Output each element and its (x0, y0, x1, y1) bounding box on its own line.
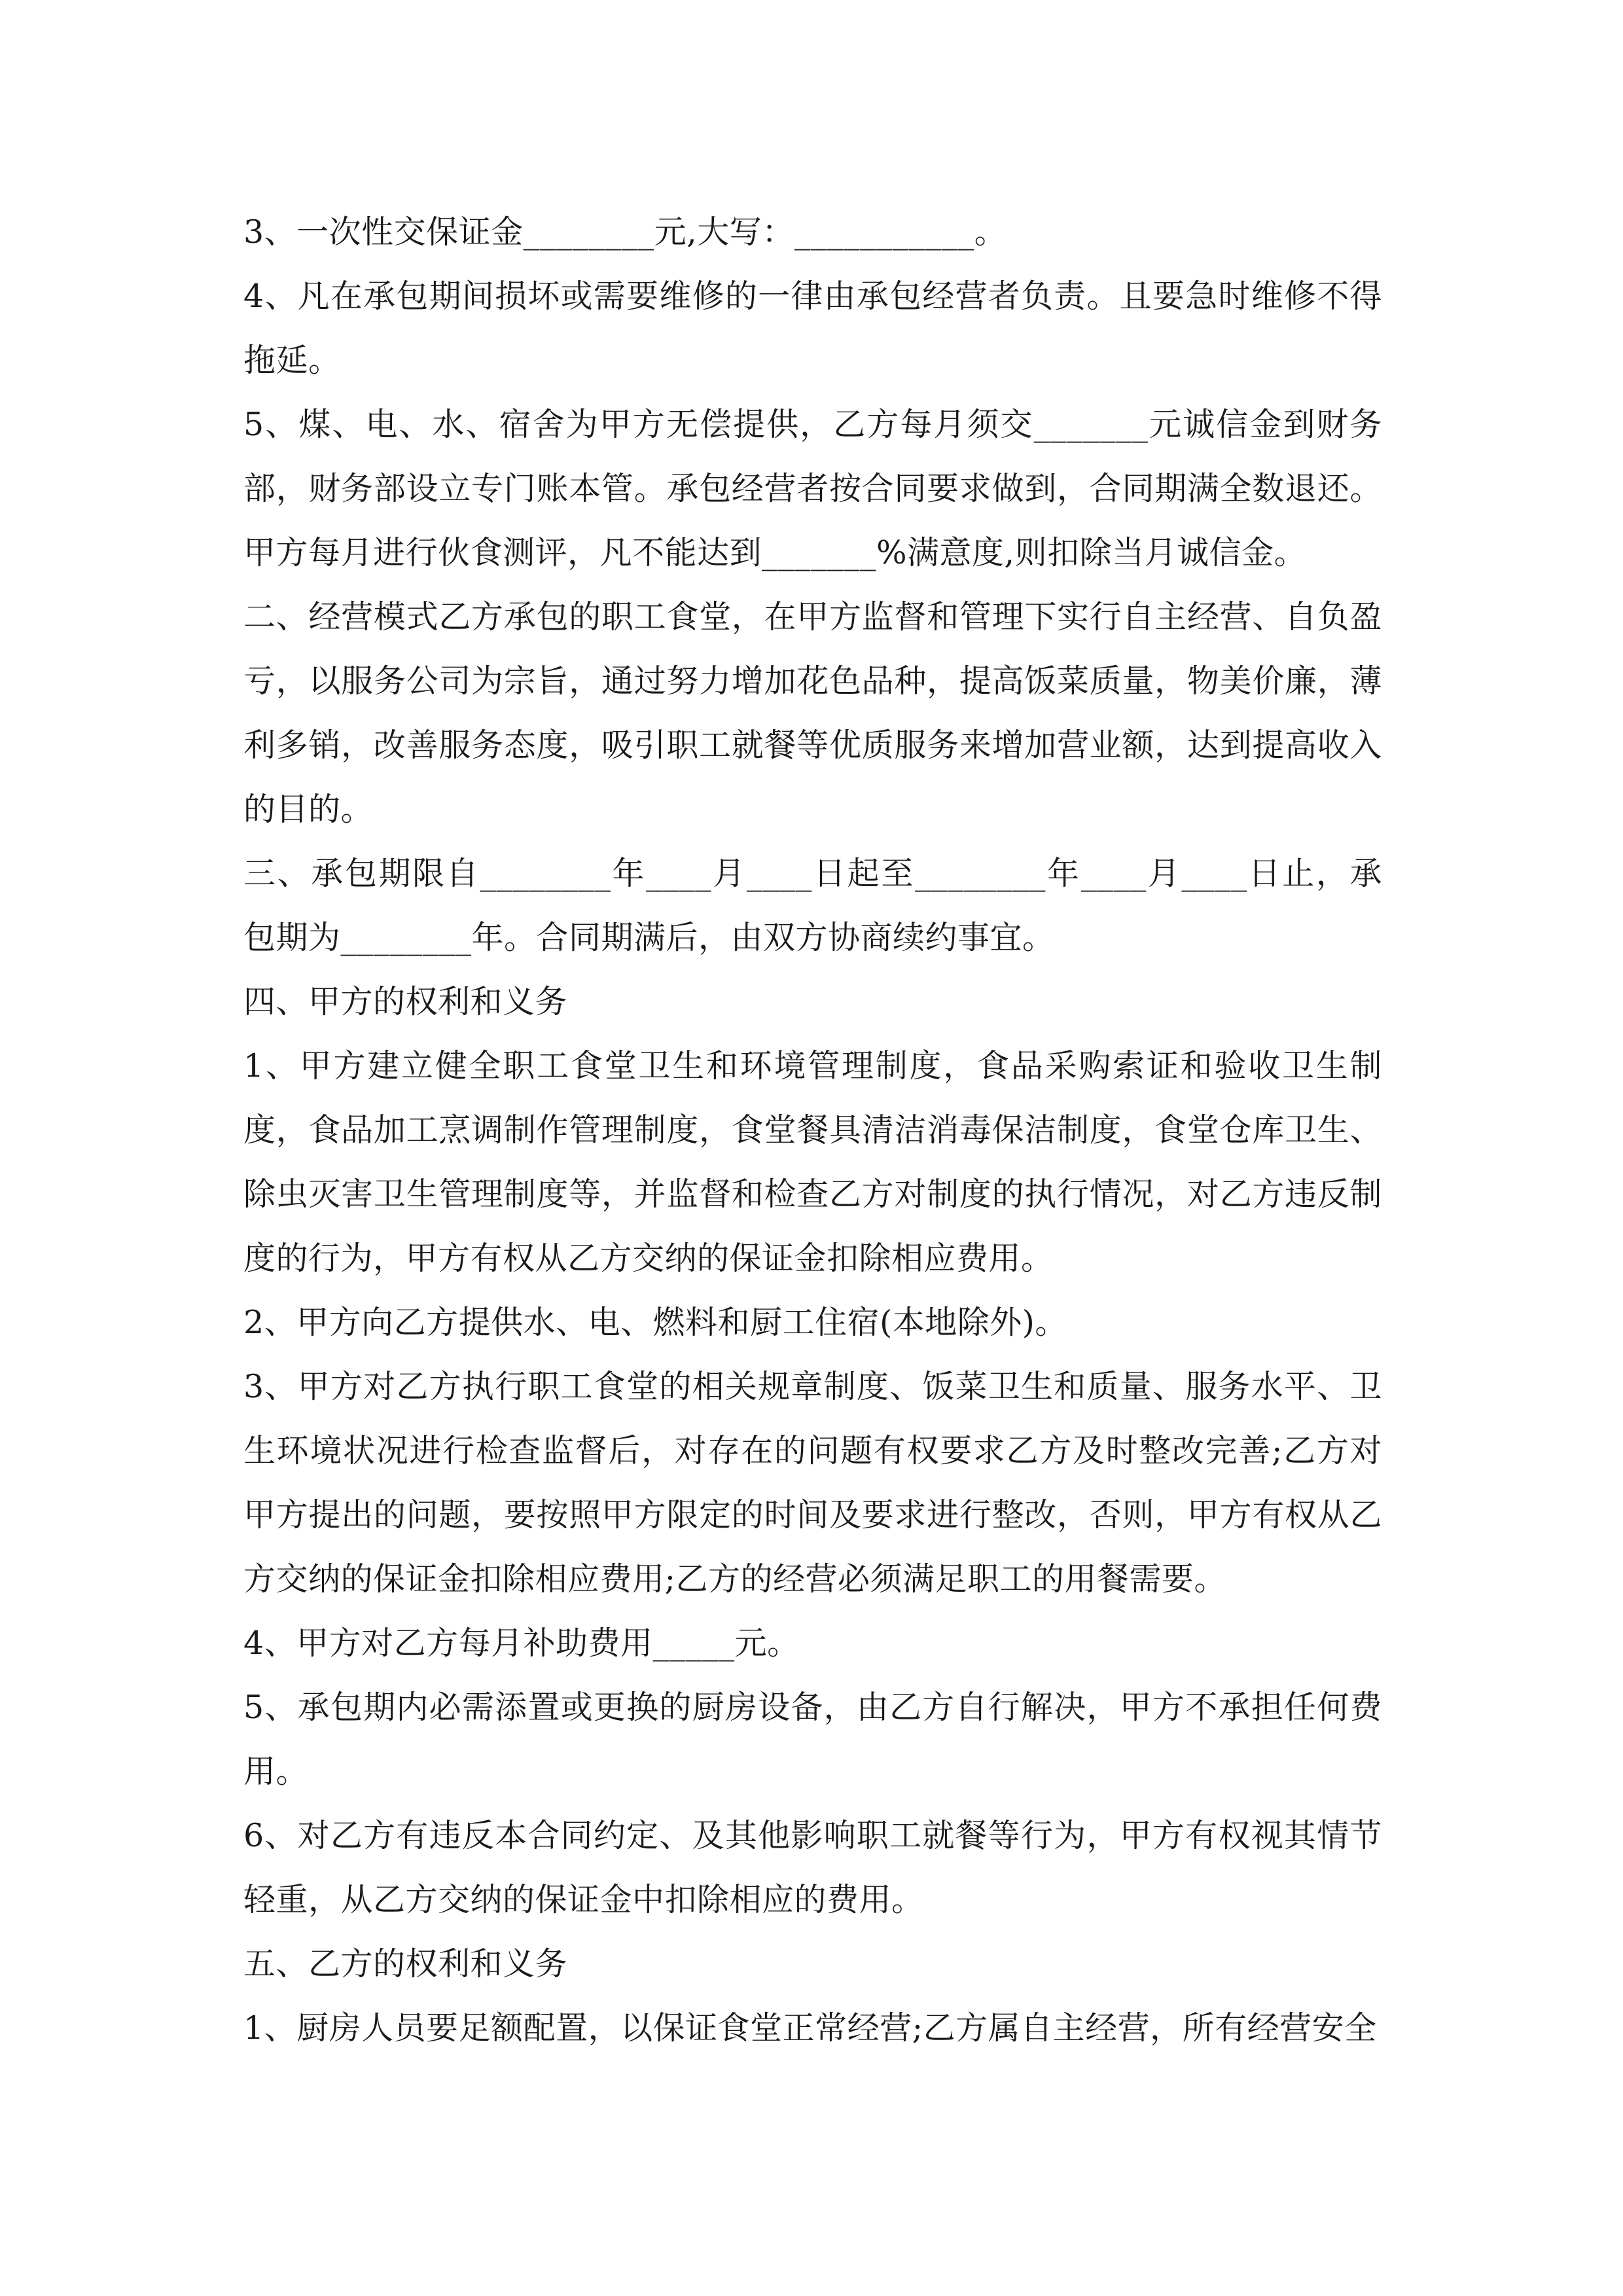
party-a-clause-5: 5、承包期内必需添置或更换的厨房设备，由乙方自行解决，甲方不承担任何费用。 (243, 1689, 1382, 1790)
clause-4-repairs: 4、凡在承包期间损坏或需要维修的一律由承包经营者负责。且要急时维修不得拖延。 (243, 278, 1382, 379)
party-a-clause-1: 1、甲方建立健全职工食堂卫生和环境管理制度，食品采购索证和验收卫生制度，食品加工烹调制作管理制度，食堂餐具清洁消毒保洁制度，食堂仓库卫生、除虫灭害卫生管理制度等，并监督和检查乙方对制度的执行情况，对乙方违反制度的行为，甲方有权从乙方交纳的保证金扣除相应费用。 (243, 1047, 1382, 1277)
party-b-clause-1: 1、厨房人员要足额配置，以保证食堂正常经营;乙方属自主经营，所有经营安全 (243, 2009, 1377, 2047)
section-3-term: 三、承包期限自________年____月____日起至________年____月____日止，承包期为________年。合同期满后，由双方协商续约事宜。 (243, 855, 1382, 956)
clause-5-utilities: 5、煤、电、水、宿舍为甲方无偿提供，乙方每月须交_______元诚信金到财务部，财务部设立专门账本管。承包经营者按合同要求做到，合同期满全数退还。甲方每月进行伙食测评，凡不能达到_______%满意度,则扣除当月诚信金。 (243, 406, 1382, 571)
contract-body (243, 200, 1382, 2060)
clause-3-deposit: 3、一次性交保证金________元,大写：___________。 (243, 213, 1007, 251)
party-a-clause-2: 2、甲方向乙方提供水、电、燃料和厨工住宿(本地除外)。 (243, 1304, 1067, 1341)
section-2-business-model: 二、经营模式乙方承包的职工食堂，在甲方监督和管理下实行自主经营、自负盈亏，以服务公司为宗旨，通过努力增加花色品种，提高饭菜质量，物美价廉，薄利多销，改善服务态度，吸引职工就餐等优质服务来增加营业额，达到提高收入的目的。 (243, 598, 1382, 828)
party-a-clause-4: 4、甲方对乙方每月补助费用_____元。 (243, 1624, 800, 1662)
party-a-clause-6: 6、对乙方有违反本合同约定、及其他影响职工就餐等行为，甲方有权视其情节轻重，从乙方交纳的保证金中扣除相应的费用。 (243, 1817, 1382, 1918)
section-5-heading: 五、乙方的权利和义务 (243, 1945, 568, 1982)
section-4-heading: 四、甲方的权利和义务 (243, 983, 568, 1020)
party-a-clause-3: 3、甲方对乙方执行职工食堂的相关规章制度、饭菜卫生和质量、服务水平、卫生环境状况进行检查监督后，对存在的问题有权要求乙方及时整改完善;乙方对甲方提出的问题，要按照甲方限定的时间及要求进行整改，否则，甲方有权从乙方交纳的保证金扣除相应费用;乙方的经营必须满足职工的用餐需要。 (243, 1368, 1382, 1598)
